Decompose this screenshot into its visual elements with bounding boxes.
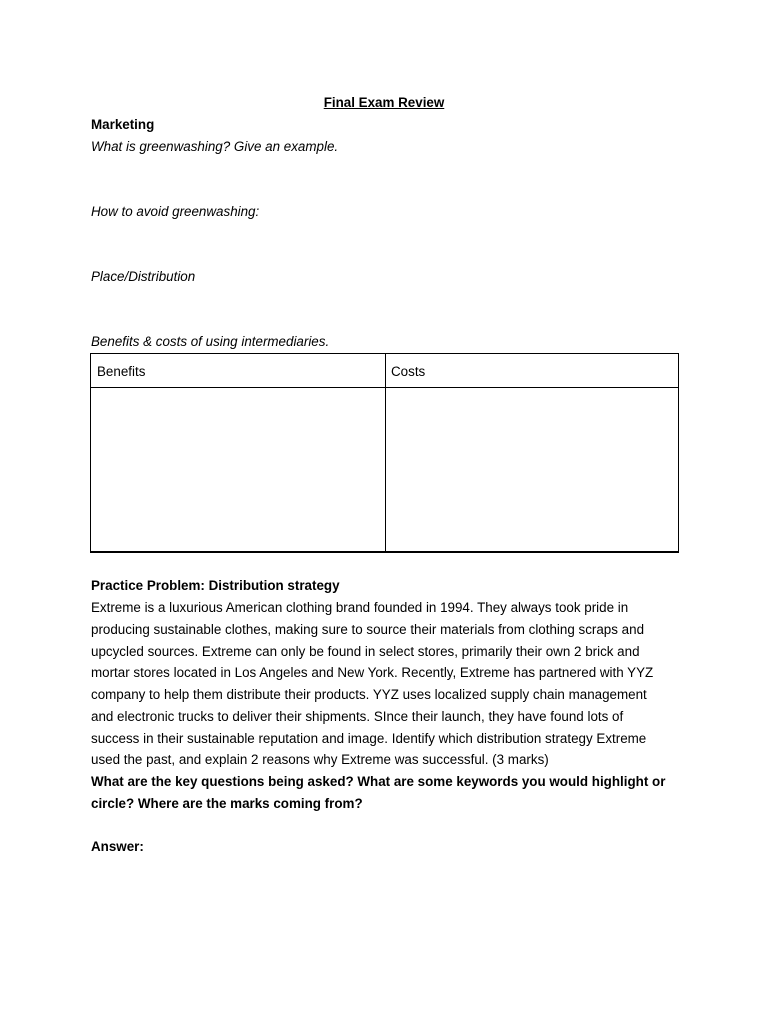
section-heading: Marketing [91, 117, 155, 132]
paragraph-line: Extreme is a luxurious American clothing brand founded in 1994. They always took pride in [91, 600, 629, 615]
page-title: Final Exam Review [323, 95, 445, 110]
table-header-benefits: Benefits [97, 364, 146, 379]
practice-problem-heading: Practice Problem: Distribution strategy [91, 578, 340, 593]
key-questions-line: circle? Where are the marks coming from? [91, 796, 363, 811]
paragraph-line: upcycled sources. Extreme can only be found in select stores, primarily their own 2 brick and [91, 644, 640, 659]
question-greenwashing: What is greenwashing? Give an example. [91, 139, 339, 154]
table-header-costs: Costs [391, 364, 426, 379]
paragraph-line: success in their sustainable reputation and image. Identify which distribution strategy Extreme [91, 731, 647, 746]
question-intermediaries: Benefits & costs of using intermediaries. [91, 334, 330, 349]
table-cell-costs[interactable] [386, 388, 678, 551]
answer-label: Answer: [91, 839, 144, 854]
key-questions-line: What are the key questions being asked? What are some keywords you would highlight or [91, 774, 666, 789]
question-avoid-greenwashing: How to avoid greenwashing: [91, 204, 260, 219]
question-place-distribution: Place/Distribution [91, 269, 196, 284]
paragraph-line: used the past, and explain 2 reasons why Extreme was successful. (3 marks) [91, 752, 549, 767]
paragraph-line: mortar stores located in Los Angeles and New York. Recently, Extreme has partnered with YYZ [91, 665, 654, 680]
paragraph-line: and electronic trucks to deliver their shipments. SInce their launch, they have found lots of [91, 709, 624, 724]
paragraph-line: producing sustainable clothes, making sure to source their materials from clothing scraps and [91, 622, 645, 637]
paragraph-line: company to help them distribute their products. YYZ uses localized supply chain management [91, 687, 647, 702]
table-cell-benefits[interactable] [91, 388, 385, 551]
benefits-costs-table [90, 353, 679, 553]
